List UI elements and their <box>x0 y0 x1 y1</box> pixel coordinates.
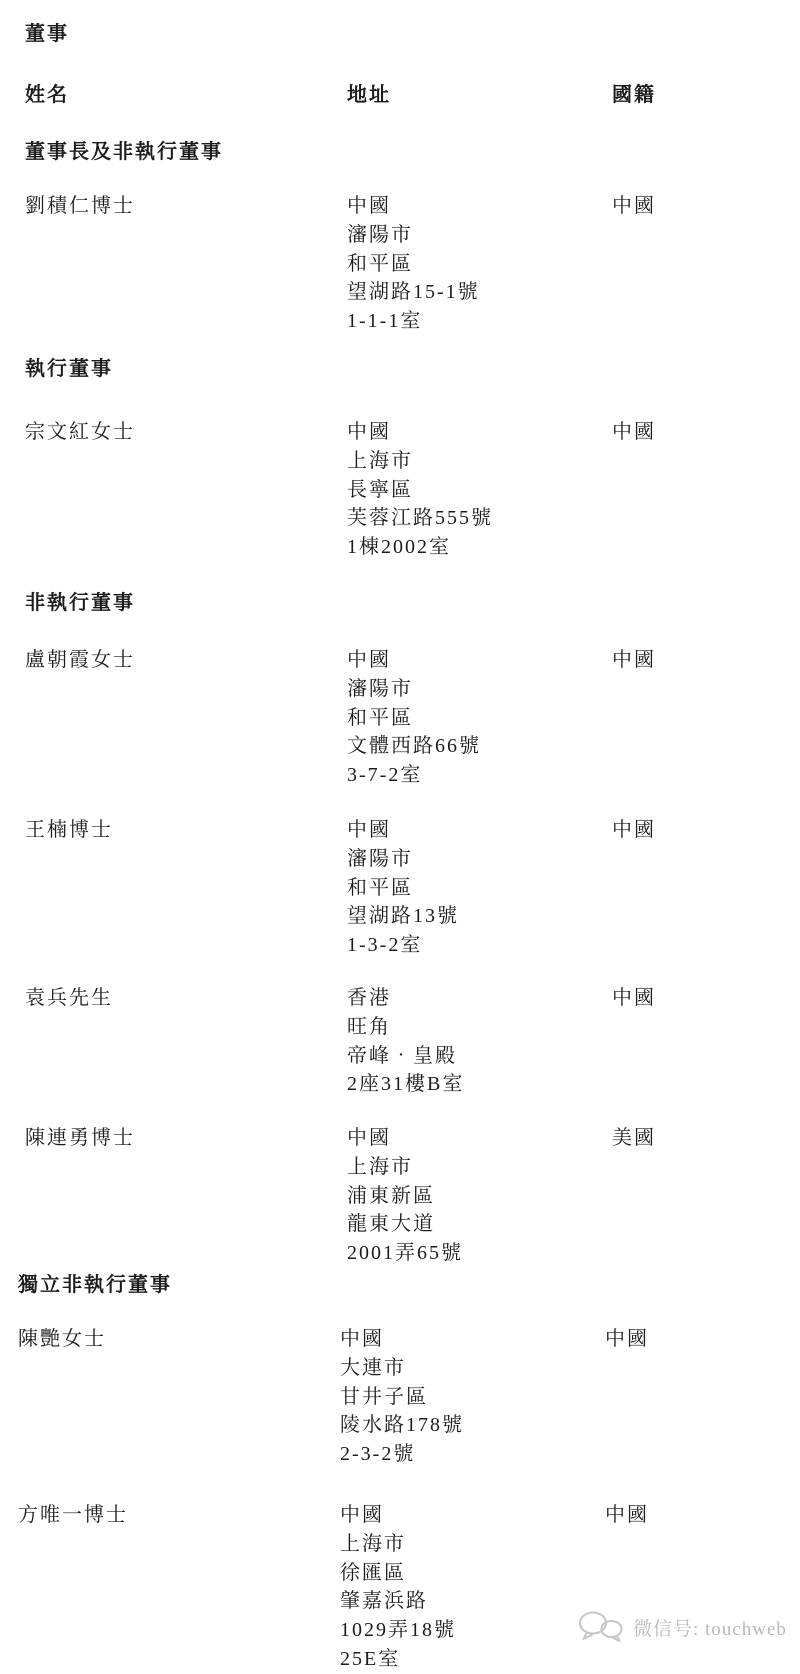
column-header-nationality: 國籍 <box>612 84 656 106</box>
address-line: 和平區 <box>347 876 413 899</box>
director-address <box>340 1501 456 1674</box>
address-line: 芙蓉江路555號 <box>347 507 493 530</box>
address-line: 文體西路66號 <box>347 735 481 758</box>
address-line: 中國 <box>340 1328 384 1350</box>
address-line: 2座31樓B室 <box>347 1073 465 1096</box>
address-line: 望湖路15-1號 <box>347 281 480 304</box>
address-line: 中國 <box>340 1504 384 1526</box>
address-line: 香港 <box>347 987 391 1009</box>
address-line: 甘井子區 <box>340 1385 428 1408</box>
director-nationality: 美國 <box>612 1127 656 1149</box>
address-line: 1-1-1室 <box>347 310 423 333</box>
page-title: 董事 <box>25 23 69 45</box>
address-line: 和平區 <box>347 252 413 275</box>
address-line: 瀋陽市 <box>347 677 413 700</box>
column-header-address: 地址 <box>347 84 391 106</box>
address-line: 大連市 <box>340 1356 406 1379</box>
address-line: 龍東大道 <box>347 1213 435 1236</box>
address-line: 瀋陽市 <box>347 223 413 246</box>
director-name: 袁兵先生 <box>25 987 113 1009</box>
address-line: 瀋陽市 <box>347 847 413 870</box>
address-line: 1棟2002室 <box>347 536 451 559</box>
director-name: 陳連勇博士 <box>25 1127 135 1149</box>
address-line: 1-3-2室 <box>347 934 423 957</box>
director-address <box>347 984 464 1099</box>
address-line: 上海市 <box>347 449 413 472</box>
director-nationality: 中國 <box>612 195 656 217</box>
address-line: 25E室 <box>340 1647 401 1670</box>
address-line: 上海市 <box>340 1532 406 1555</box>
director-nationality: 中國 <box>612 987 656 1009</box>
director-nationality: 中國 <box>612 649 656 671</box>
director-nationality: 中國 <box>605 1328 649 1350</box>
wechat-watermark-text: 微信号: touchweb <box>633 1618 787 1640</box>
address-line: 中國 <box>347 649 391 671</box>
address-line: 望湖路13號 <box>347 905 459 928</box>
column-header-name: 姓名 <box>25 84 69 106</box>
address-line: 中國 <box>347 421 391 443</box>
address-line: 2001弄65號 <box>347 1242 463 1265</box>
director-name: 劉積仁博士 <box>25 195 135 217</box>
director-address <box>347 816 459 960</box>
director-nationality: 中國 <box>605 1504 649 1526</box>
section-heading-independent-non-executive: 獨立非執行董事 <box>18 1274 172 1296</box>
address-line: 帝峰‧皇殿 <box>347 1044 457 1067</box>
address-line: 中國 <box>347 1127 391 1149</box>
address-line: 旺角 <box>347 1015 391 1038</box>
address-line: 2-3-2號 <box>340 1443 416 1466</box>
section-heading-non-executive: 非執行董事 <box>25 592 135 614</box>
address-line: 3-7-2室 <box>347 764 423 787</box>
director-address <box>340 1325 464 1469</box>
director-address <box>347 418 493 562</box>
director-name: 宗文紅女士 <box>25 421 135 443</box>
director-address <box>347 192 480 336</box>
director-name: 陳艷女士 <box>18 1328 106 1350</box>
director-nationality: 中國 <box>612 819 656 841</box>
address-line: 中國 <box>347 195 391 217</box>
address-line: 1029弄18號 <box>340 1619 456 1642</box>
director-address <box>347 1124 463 1268</box>
director-nationality: 中國 <box>612 421 656 443</box>
address-line: 浦東新區 <box>347 1184 435 1207</box>
wechat-watermark <box>578 1610 787 1644</box>
address-line: 徐匯區 <box>340 1561 406 1584</box>
address-line: 和平區 <box>347 706 413 729</box>
address-line: 陵水路178號 <box>340 1414 464 1437</box>
director-address <box>347 646 481 790</box>
section-heading-executive: 執行董事 <box>25 358 113 380</box>
wechat-icon <box>578 1610 624 1644</box>
address-line: 長寧區 <box>347 478 413 501</box>
address-line: 肇嘉浜路 <box>340 1590 428 1613</box>
address-line: 上海市 <box>347 1155 413 1178</box>
address-line: 中國 <box>347 819 391 841</box>
director-name: 盧朝霞女士 <box>25 649 135 671</box>
director-name: 方唯一博士 <box>18 1504 128 1526</box>
director-name: 王楠博士 <box>25 819 113 841</box>
section-heading-chairman: 董事長及非執行董事 <box>25 141 223 163</box>
